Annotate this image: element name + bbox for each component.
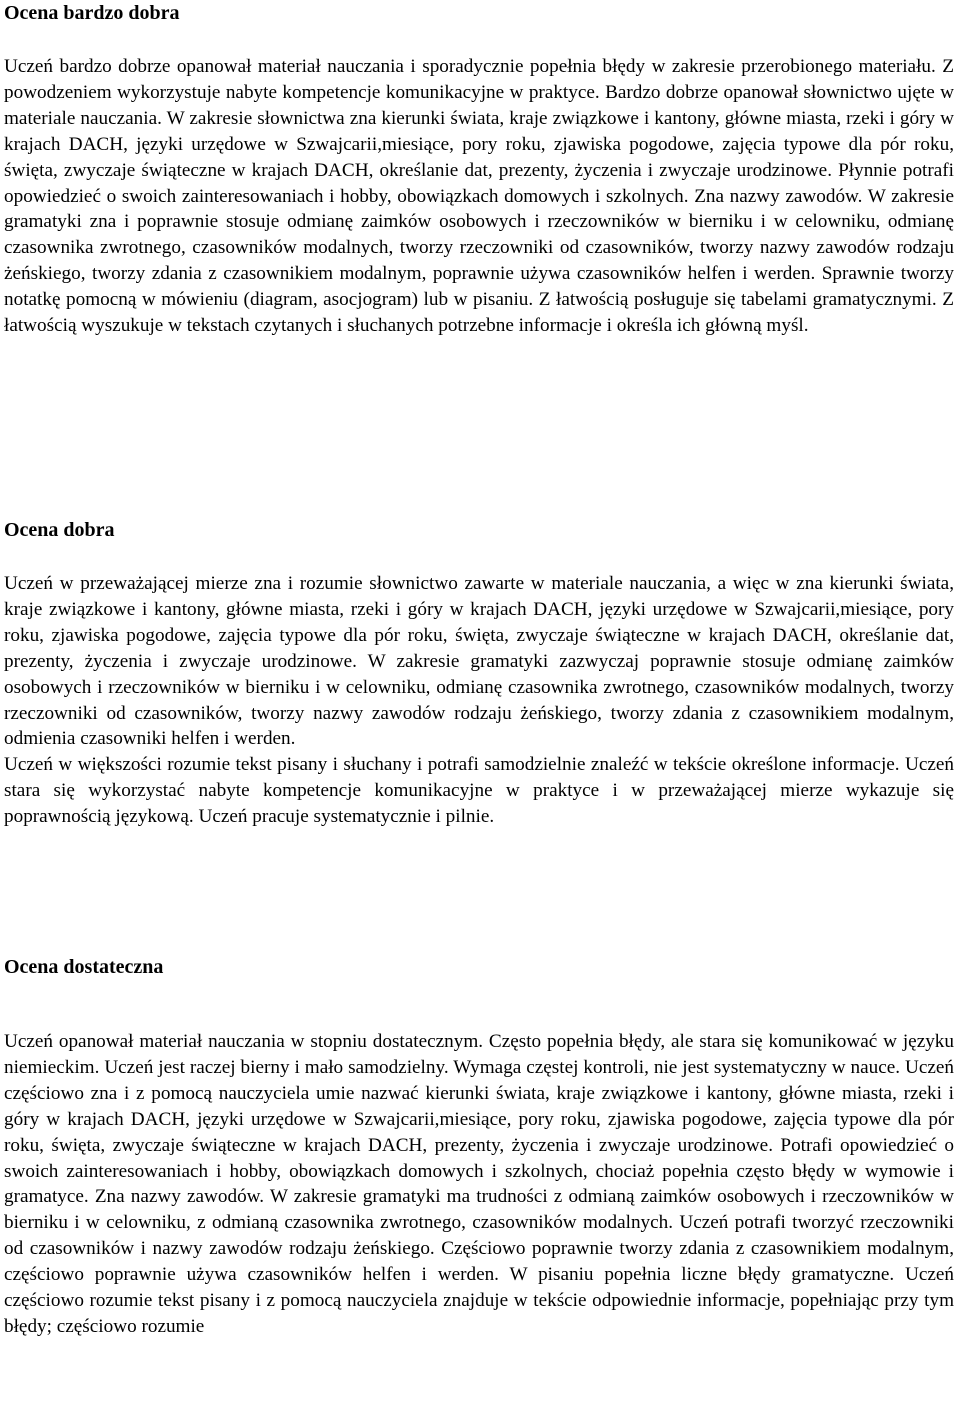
section-heading: Ocena dobra [4, 519, 115, 541]
section-paragraph: Uczeń w przeważającej mierze zna i rozumie słownictwo zawarte w materiale nauczania, a więc w zna kierunki świata, kraje związkowe i kantony, główne miasta, rzeki i góry w krajach DACH, języki urzędowe w Szwajcarii,miesiące, pory roku, zjawiska pogodowe, zajęcia typowe dla pór roku, święta, zwyczaje świąteczne w krajach DACH, określanie dat, prezenty, życzenia i zwyczaje urodzinowe. W zakresie gramatyki zazwyczaj poprawnie stosuje odmianę zaimków osobowych i rzeczowników w bierniku i w celowniku, odmianę czasownika zwrotnego, czasowników modalnych, tworzy rzeczowniki od czasowników, tworzy nazwy zawodów rodzaju żeńskiego, tworzy zdania z czasownikiem modalnym, odmienia czasowniki helfen i werden. [4, 573, 954, 750]
section-dobra [4, 517, 954, 830]
section-heading: Ocena bardzo dobra [4, 2, 180, 24]
section-heading: Ocena dostateczna [4, 956, 164, 978]
section-paragraph: Uczeń bardzo dobrze opanował materiał nauczania i sporadycznie popełnia błędy w zakresie przerobionego materiału. Z powodzeniem wykorzystuje nabyte kompetencje komunikacyjne w praktyce. Bardzo dobrze opanował słownictwo ujęte w materiale nauczania. W zakresie słownictwa zna kierunki świata, kraje związkowe i kantony, główne miasta, rzeki i góry w krajach DACH, języki urzędowe w Szwajcarii,miesiące, pory roku, zjawiska pogodowe, zajęcia typowe dla pór roku, święta, zwyczaje świąteczne w krajach DACH, określanie dat, prezenty, życzenia i zwyczaje urodzinowe. Płynnie potrafi opowiedzieć o swoich zainteresowaniach i hobby, obowiązkach domowych i szkolnych. Zna nazwy zawodów. W zakresie gramatyki zna i poprawnie stosuje odmianę zaimków osobowych i rzeczowników w bierniku i w celowniku, odmianę czasownika zwrotnego, czasowników modalnych, tworzy rzeczowniki od czasowników, tworzy nazwy zawodów rodzaju żeńskiego, tworzy zdania z czasownikiem modalnym, poprawnie używa czasowników helfen i werden. Sprawnie tworzy notatkę pomocną w mówieniu (diagram, asocjogram) lub w pisaniu. Z łatwością posługuje się tabelami gramatycznymi. Z łatwością wyszukuje w tekstach czytanych i słuchanych potrzebne informacje i określa ich główną myśl. [4, 56, 954, 337]
section-paragraph: Uczeń opanował materiał nauczania w stopniu dostatecznym. Często popełnia błędy, ale stara się komunikować w języku niemieckim. Uczeń jest raczej bierny i mało samodzielny. Wymaga częstej kontroli, nie jest systematyczny w nauce. Uczeń częściowo zna i z pomocą nauczyciela umie nazwać kierunki świata, kraje związkowe i kantony, główne miasta, rzeki i góry w krajach DACH, języki urzędowe w Szwajcarii,miesiące, pory roku, zjawiska pogodowe, zajęcia typowe dla pór roku, święta, zwyczaje świąteczne w krajach DACH, prezenty, życzenia i zwyczaje urodzinowe. Potrafi opowiedzieć o swoich zainteresowaniach i hobby, obowiązkach domowych i szkolnych, chociaż popełnia często błędy w wymowie i gramatyce. Zna nazwy zawodów. W zakresie gramatyki ma trudności z odmianą zaimków osobowych i rzeczowników w bierniku i w celowniku, z odmianą czasownika zwrotnego, czasowników modalnych. Uczeń potrafi tworzyć rzeczowniki od czasowników i nazwy zawodów rodzaju żeńskiego. Częściowo poprawnie tworzy zdania z czasownikiem modalnym, częściowo poprawnie używa czasowników helfen i werden. W pisaniu popełnia liczne błędy gramatyczne. Uczeń częściowo rozumie tekst pisany i z pomocą nauczyciela znajduje w tekście odpowiednie informacje, popełniając przy tym błędy; częściowo rozumie [4, 1031, 954, 1337]
section-dostateczna [4, 954, 954, 1340]
section-bardzo-dobra [4, 0, 954, 339]
section-paragraph: Uczeń w większości rozumie tekst pisany i słuchany i potrafi samodzielnie znaleźć w tekście określone informacje. Uczeń stara się wykorzystać nabyte kompetencje komunikacyjne w praktyce i w przeważającej mierze wykazuje się poprawnością językową. Uczeń pracuje systematycznie i pilnie. [4, 754, 954, 828]
